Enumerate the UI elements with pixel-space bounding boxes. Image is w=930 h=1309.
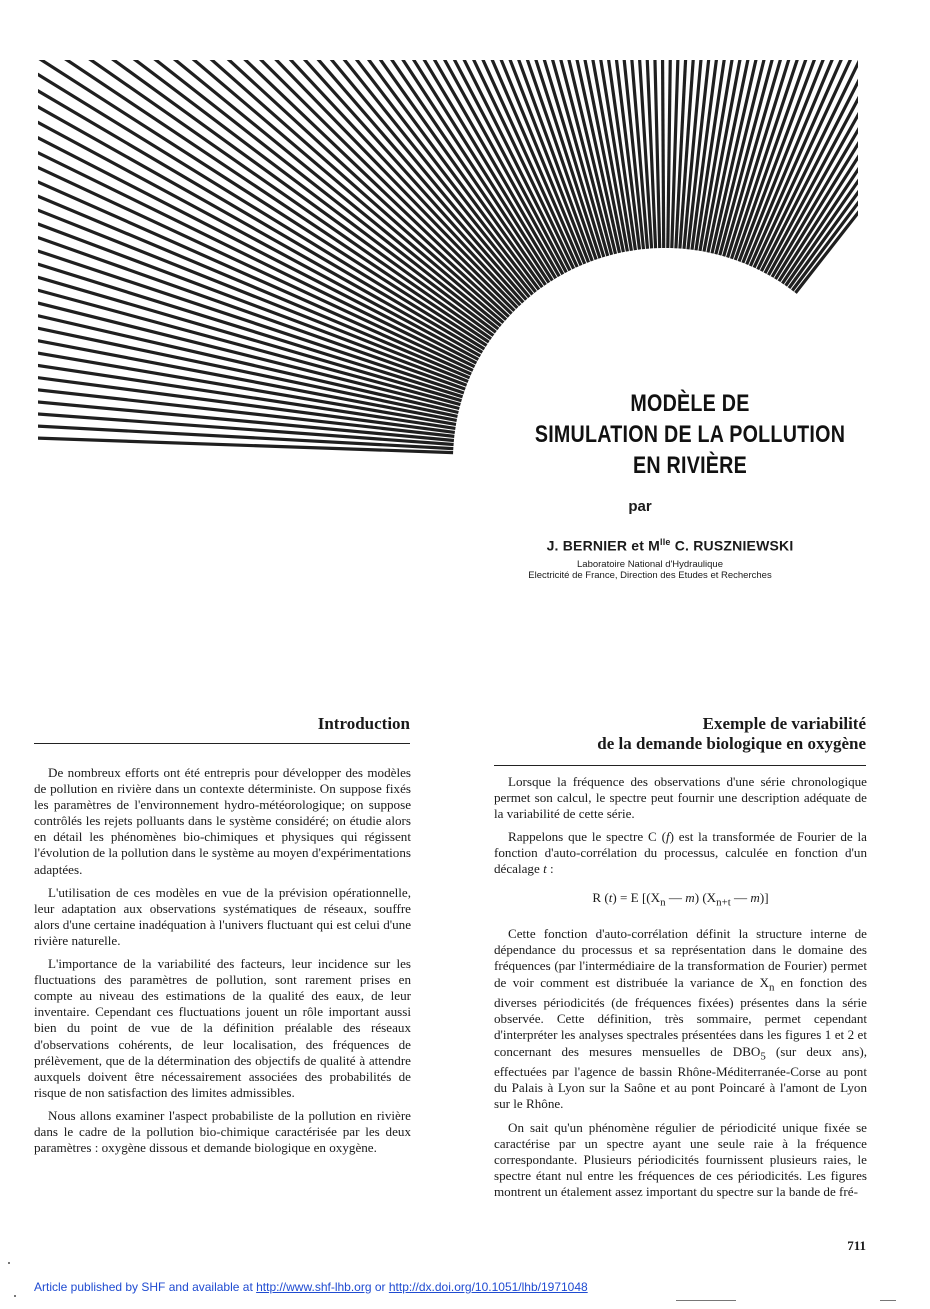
section-heading-example bbox=[494, 714, 866, 754]
paragraph: Nous allons examiner l'aspect probabiliste de la pollution en rivière dans le cadre de la pollution bio-chimique caractérisée par les deux paramètres : oxygène dissous et demande biologique en oxygène. bbox=[34, 1107, 411, 1156]
text-span: (sur deux ans), effectuées par l'agence de bassin Rhône-Méditerranée-Corse au pont du Palais à Lyon sur la Saône et au pont Poincaré à l'amont de Lyon sur le Rhône. bbox=[494, 1043, 867, 1112]
art-ray bbox=[0, 0, 478, 360]
paragraph: De nombreux efforts ont été entrepris pour développer des modèles de pollution en rivière dans un contexte déterministe. On suppose fixés les paramètres de l'environnement hydro-météorologique; on suppose contrôlés les rejets polluants dans le système considéré; on étudie alors en détail les phénomènes bio-chimiques et physiques qui régissent l'évolution de la pollution dans le système au moyen d'expérimentations adaptées. bbox=[34, 765, 411, 877]
art-ray bbox=[0, 0, 542, 287]
sub-n: n bbox=[768, 981, 775, 994]
formula-sub: n+t bbox=[716, 896, 731, 909]
art-ray bbox=[716, 0, 930, 254]
scan-mark bbox=[880, 1300, 896, 1301]
text-span: Cette fonction d'auto-corrélation définit la structure interne de dépendance du processus et sa représentation dans le domaine des fréquences (par l'intermédiaire de la transformation de Fourier) permet de voir comment est distribuée la variance de X bbox=[494, 926, 867, 990]
section-heading-introduction: Introduction bbox=[317, 714, 410, 733]
text-span: ) est la transformée de Fourier de la fonction d'auto-corrélation du processus, calculée en fonction d'un décalage bbox=[494, 829, 867, 877]
text-span: : bbox=[546, 861, 554, 877]
art-ray bbox=[728, 0, 930, 258]
authors bbox=[470, 537, 870, 554]
right-column bbox=[494, 774, 867, 1207]
art-ray bbox=[0, 390, 453, 452]
authors-title-sup: lle bbox=[660, 537, 671, 547]
heading-line-1: Exemple de variabilité bbox=[702, 714, 866, 733]
formula-part: — bbox=[730, 889, 751, 905]
by-label: par bbox=[628, 498, 652, 515]
footer-link-shf[interactable]: http://www.shf-lhb.org bbox=[256, 1280, 372, 1294]
authors-second: C. RUSZNIEWSKI bbox=[670, 537, 794, 554]
scan-mark bbox=[14, 1295, 16, 1297]
var-f: f bbox=[665, 829, 670, 845]
formula-part: ) (X bbox=[694, 889, 717, 905]
formula-autocorrelation bbox=[494, 890, 867, 911]
art-ray bbox=[0, 0, 463, 397]
scan-mark bbox=[8, 1262, 10, 1264]
formula-var: m bbox=[685, 889, 695, 905]
page-number: 711 bbox=[847, 1238, 866, 1253]
heading-rule-right bbox=[494, 765, 866, 766]
title-line-2: SIMULATION DE LA POLLUTION bbox=[534, 421, 846, 448]
formula-var: t bbox=[608, 889, 613, 905]
text-span: Rappelons que le spectre C ( bbox=[508, 829, 666, 845]
article-title bbox=[440, 388, 930, 481]
art-ray bbox=[0, 0, 470, 378]
footer-link-doi[interactable]: http://dx.doi.org/10.1051/lhb/1971048 bbox=[388, 1280, 588, 1294]
art-ray bbox=[0, 0, 552, 281]
affiliation-edf: Electricité de France, Direction des Etudes et Recherches bbox=[528, 570, 772, 581]
art-ray bbox=[772, 0, 930, 277]
formula-part: — bbox=[665, 889, 686, 905]
sub-5: 5 bbox=[760, 1050, 766, 1063]
authors-first: J. BERNIER et M bbox=[546, 537, 661, 554]
paragraph: L'importance de la variabilité des facteurs, leur incidence sur les fluctuations des paramètres de pollution, sont rarement prises en compte au niveau des estimations de la qualité des eaux, de leur inventaire. Cependant ces fluctuations jouent un rôle important aussi bien du point de vue de la définition préalable des réseaux d'observations cohérents, de leur localisation, des fréquences de prélèvement, que de la détermination des objectifs de qualité à attendre auxquels doivent être nécessairement associées des probabilités de risque de non satisfaction des limites admissibles. bbox=[34, 956, 411, 1100]
paragraph: Lorsque la fréquence des observations d'une série chronologique permet son calcul, le spectre peut fournir une description adéquate de la variabilité de cette série. bbox=[494, 774, 867, 822]
formula-part: )] bbox=[759, 889, 769, 905]
formula-part: R ( bbox=[592, 889, 609, 905]
title-line-1: MODÈLE DE bbox=[630, 390, 750, 417]
affiliation-lab: Laboratoire National d'Hydraulique bbox=[577, 559, 723, 570]
paragraph: On sait qu'un phénomène régulier de périodicité unique fixée se caractérise par un spectre ayant une seule raie à la fréquence correspondante. Plusieurs périodicités fournissent plusieurs raies, le spectre étant nul entre les fréquences de ces périodicités. Les figures montrent un étalement assez important du spectre sur la bande de fré- bbox=[494, 1119, 867, 1199]
left-column bbox=[34, 765, 411, 1163]
formula-var: m bbox=[750, 889, 760, 905]
text-span: en fonction des diverses périodicités (de fréquences fixées) présentes dans la série observée. Cette définition, très sommaire, permet cependant d'interpréter les analyses spectrales présentées dans les figures 1 et 2 et concernant des mesures mensuelles de DBO bbox=[494, 974, 867, 1059]
art-ray bbox=[51, 0, 600, 258]
var-t: t bbox=[543, 861, 547, 877]
heading-rule-left bbox=[34, 743, 410, 744]
formula-sub: n bbox=[660, 896, 666, 909]
footer-or: or bbox=[371, 1280, 389, 1294]
heading-line-2: de la demande biologique en oxygène bbox=[597, 734, 866, 753]
art-ray bbox=[0, 0, 498, 329]
affiliation bbox=[440, 559, 860, 581]
formula-part: ) = E [(X bbox=[612, 889, 661, 905]
footer-citation bbox=[34, 1280, 588, 1294]
paragraph bbox=[494, 829, 867, 877]
paragraph: L'utilisation de ces modèles en vue de la prévision opérationnelle, leur adaptation aux observations systématiques de réseaux, souffre alors d'une certaine inadéquation à l'univers fluctuant qui est celui d'une rivière naturelle. bbox=[34, 884, 411, 948]
title-line-3: EN RIVIÈRE bbox=[632, 452, 748, 479]
footer-prefix: Article published by SHF and available at bbox=[34, 1280, 257, 1294]
paragraph bbox=[494, 926, 867, 1112]
scan-mark bbox=[676, 1300, 736, 1301]
